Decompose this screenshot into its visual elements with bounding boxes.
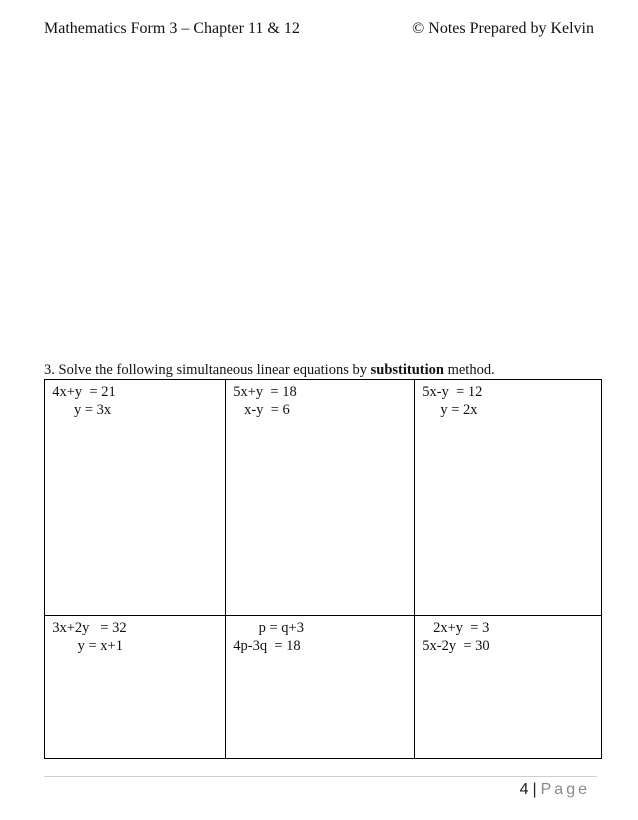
instruction-bold: substitution (370, 362, 444, 378)
equation-line: y = 3x (45, 402, 112, 418)
instruction-suffix: method. (443, 362, 495, 378)
page-separator: | (532, 781, 537, 798)
equation-line: y = x+1 (45, 638, 123, 654)
equation-line: 4p-3q = 18 (226, 638, 301, 654)
answer-grid (44, 379, 602, 759)
equation-line: 2x+y = 3 (415, 620, 490, 636)
problem-cell (415, 380, 601, 616)
question-instruction (44, 362, 495, 379)
problem-cell (45, 616, 226, 758)
problem-cell (226, 616, 415, 758)
header-author: © Notes Prepared by Kelvin (412, 20, 594, 37)
page-number (520, 781, 590, 799)
instruction-prefix: 3. Solve the following simultaneous linear equations by (44, 362, 371, 378)
equation-line: 5x-y = 12 (415, 384, 483, 400)
problem-cell (415, 616, 601, 758)
header-title: Mathematics Form 3 – Chapter 11 & 12 (44, 20, 300, 37)
page-number-value: 4 (519, 781, 529, 798)
equation-line: y = 2x (415, 402, 478, 418)
problem-cell (45, 380, 226, 616)
equation-line: 3x+2y = 32 (45, 620, 127, 636)
equation-line: p = q+3 (226, 620, 304, 636)
equation-line: 5x-2y = 30 (415, 638, 490, 654)
equation-line: x-y = 6 (226, 402, 290, 418)
page-label: Page (540, 781, 590, 798)
footer-divider (44, 776, 597, 777)
equation-line: 4x+y = 21 (45, 384, 116, 400)
equation-line: 5x+y = 18 (226, 384, 297, 400)
problem-cell (226, 380, 415, 616)
